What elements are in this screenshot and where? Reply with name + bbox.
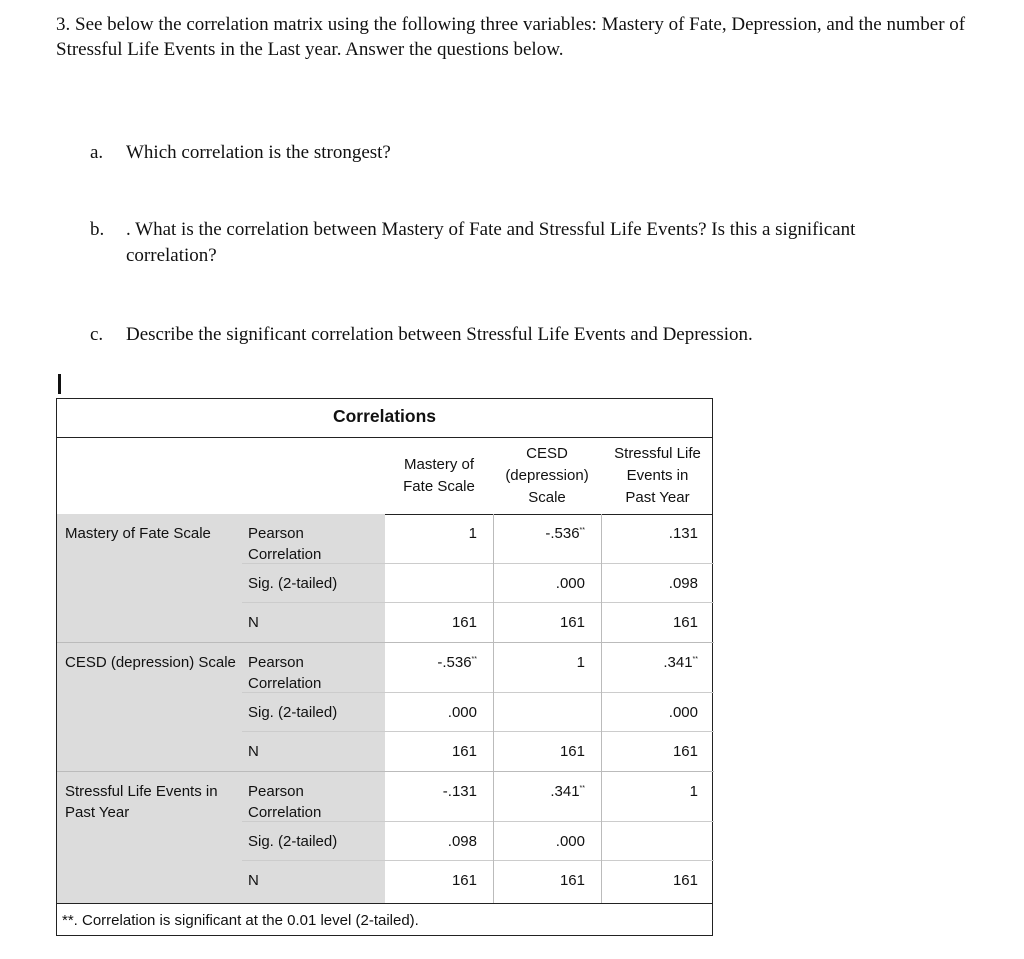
row-divider <box>242 731 714 732</box>
value-text: .000 <box>447 704 477 721</box>
row-divider <box>242 860 714 861</box>
row-divider <box>242 821 714 822</box>
value-cell <box>385 523 477 544</box>
stat-label: N <box>248 872 259 889</box>
value-cell <box>601 652 698 673</box>
value-cell <box>385 831 477 852</box>
value-text: .000 <box>555 833 585 850</box>
value-text: -.536 <box>545 525 580 542</box>
stat-label: N <box>248 614 259 631</box>
value-text: .341 <box>663 654 693 671</box>
value-text: 161 <box>451 743 477 760</box>
question-b <box>90 217 990 271</box>
table-footnote: **. Correlation is significant at the 0.01 level (2-tailed). <box>57 903 712 937</box>
question-intro: 3. See below the correlation matrix using the following three variables: Mastery of Fate, Depression, and the number of Stressful Life Events in the Last year. Answer the questions below. <box>56 14 966 60</box>
value-cell <box>493 741 585 762</box>
value-text: 161 <box>451 872 477 889</box>
value-cell <box>601 870 698 891</box>
value-cell <box>385 652 477 673</box>
correlations-table <box>56 398 713 936</box>
col-header-line: Scale <box>528 488 566 506</box>
stat-label: N <box>248 743 259 760</box>
value-cell <box>385 612 477 633</box>
value-text: .341 <box>550 783 580 800</box>
value-cell <box>601 573 698 594</box>
significance-marker: ** <box>579 527 585 534</box>
col-header-stressful <box>601 437 714 514</box>
question-b-text: . What is the correlation between Mastery of Fate and Stressful Life Events? Is this a significant correlation? <box>126 219 856 266</box>
value-cell <box>601 741 698 762</box>
value-text: -.536 <box>437 654 472 671</box>
table-header <box>57 437 712 515</box>
value-text: -.131 <box>442 783 477 800</box>
value-cell <box>493 652 585 673</box>
question-b-label: b. <box>90 219 105 240</box>
value-cell <box>493 523 585 544</box>
column-divider <box>493 514 494 903</box>
row-divider <box>57 642 714 643</box>
col-header-line: Stressful Life <box>614 444 701 462</box>
row-group-label: Stressful Life Events in Past Year <box>65 783 218 821</box>
column-divider <box>601 514 602 903</box>
row-group-label: CESD (depression) Scale <box>65 654 236 671</box>
value-cell <box>493 831 585 852</box>
col-header-cesd <box>493 437 601 514</box>
stat-label: Sig. (2-tailed) <box>248 833 338 850</box>
value-cell <box>493 612 585 633</box>
value-cell <box>601 612 698 633</box>
significance-marker: ** <box>579 785 585 792</box>
question-a-label: a. <box>90 142 104 163</box>
value-cell <box>601 523 698 544</box>
value-text: 161 <box>559 614 585 631</box>
col-header-mastery <box>385 437 493 514</box>
stat-label: Pearson Correlation <box>248 654 322 692</box>
value-cell <box>385 870 477 891</box>
col-header-line: Fate Scale <box>403 477 475 495</box>
significance-marker: ** <box>471 656 477 663</box>
value-cell <box>385 702 477 723</box>
value-text: 161 <box>672 872 698 889</box>
value-cell <box>493 870 585 891</box>
value-text: .000 <box>555 575 585 592</box>
value-cell <box>385 781 477 802</box>
question-c <box>90 322 990 350</box>
significance-marker: ** <box>692 656 698 663</box>
value-text: 1 <box>576 654 585 671</box>
question-c-text: Describe the significant correlation between Stressful Life Events and Depression. <box>126 324 753 345</box>
row-divider <box>242 563 714 564</box>
table-title: Correlations <box>57 399 712 438</box>
stat-label: Pearson Correlation <box>248 525 322 563</box>
question-c-label: c. <box>90 324 104 345</box>
value-text: 161 <box>559 872 585 889</box>
row-divider <box>242 692 714 693</box>
value-text: 1 <box>468 525 477 542</box>
col-header-line: (depression) <box>505 466 589 484</box>
col-header-line: CESD <box>526 444 568 462</box>
value-cell <box>601 781 698 802</box>
col-header-line: Mastery of <box>403 455 475 473</box>
value-cell <box>493 573 585 594</box>
value-cell <box>493 781 585 802</box>
value-text: .131 <box>668 525 698 542</box>
value-text: 1 <box>689 783 698 800</box>
text-cursor <box>58 374 61 394</box>
row-divider <box>57 771 714 772</box>
question-a <box>90 140 990 168</box>
value-text: .098 <box>668 575 698 592</box>
col-header-line: Past Year <box>625 488 690 506</box>
row-divider <box>242 602 714 603</box>
stat-label: Pearson Correlation <box>248 783 322 821</box>
value-text: 161 <box>559 743 585 760</box>
value-text: .098 <box>447 833 477 850</box>
stat-label: Sig. (2-tailed) <box>248 575 338 592</box>
value-text: 161 <box>451 614 477 631</box>
col-header-line: Events in <box>626 466 689 484</box>
value-cell <box>601 702 698 723</box>
value-text: 161 <box>672 743 698 760</box>
stat-label: Sig. (2-tailed) <box>248 704 338 721</box>
question-a-text: Which correlation is the strongest? <box>126 142 391 163</box>
value-cell <box>385 741 477 762</box>
value-text: 161 <box>672 614 698 631</box>
value-text: .000 <box>668 704 698 721</box>
row-group-label: Mastery of Fate Scale <box>65 525 211 542</box>
